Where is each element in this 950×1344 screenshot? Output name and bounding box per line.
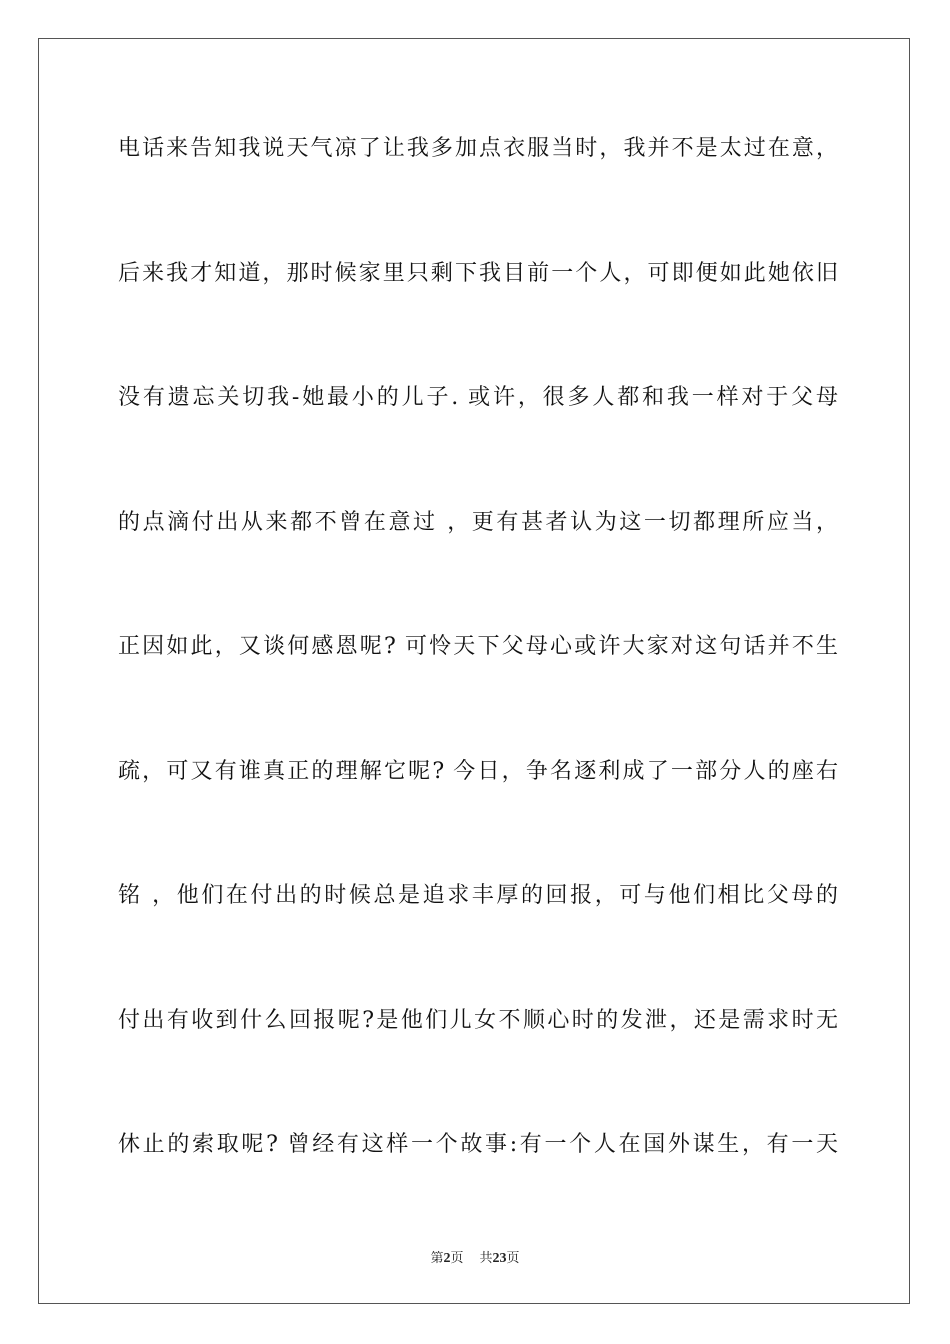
page-suffix: 页: [450, 1251, 464, 1266]
text-line-7: 铭 ，他们在付出的时候总是追求丰厚的回报，可与他们相比父母的: [118, 883, 838, 908]
total-prefix: 共: [479, 1251, 493, 1266]
total-pages: 23: [492, 1251, 507, 1266]
text-line-9: 休止的索取呢? 曾经有这样一个故事:有一个人在国外谋生，有一天: [118, 1132, 838, 1157]
text-line-1: 电话来告知我说天气凉了让我多加点衣服当时，我并不是太过在意，: [118, 136, 838, 161]
page-footer: [0, 1247, 950, 1267]
page-border: [38, 38, 910, 1304]
text-line-3: 没有遗忘关切我-她最小的儿子. 或许，很多人都和我一样对于父母: [118, 385, 838, 410]
page-number: 2: [443, 1251, 451, 1266]
text-line-6: 疏，可又有谁真正的理解它呢? 今日，争名逐利成了一部分人的座右: [118, 759, 838, 784]
total-suffix: 页: [506, 1251, 520, 1266]
page-prefix: 第: [430, 1251, 444, 1266]
text-line-2: 后来我才知道，那时候家里只剩下我目前一个人，可即便如此她依旧: [118, 261, 838, 286]
text-line-8: 付出有收到什么回报呢?是他们儿女不顺心时的发泄，还是需求时无: [118, 1008, 838, 1033]
text-line-5: 正因如此，又谈何感恩呢? 可怜天下父母心或许大家对这句话并不生: [118, 634, 838, 659]
text-line-4: 的点滴付出从来都不曾在意过 ，更有甚者认为这一切都理所应当，: [118, 510, 838, 535]
